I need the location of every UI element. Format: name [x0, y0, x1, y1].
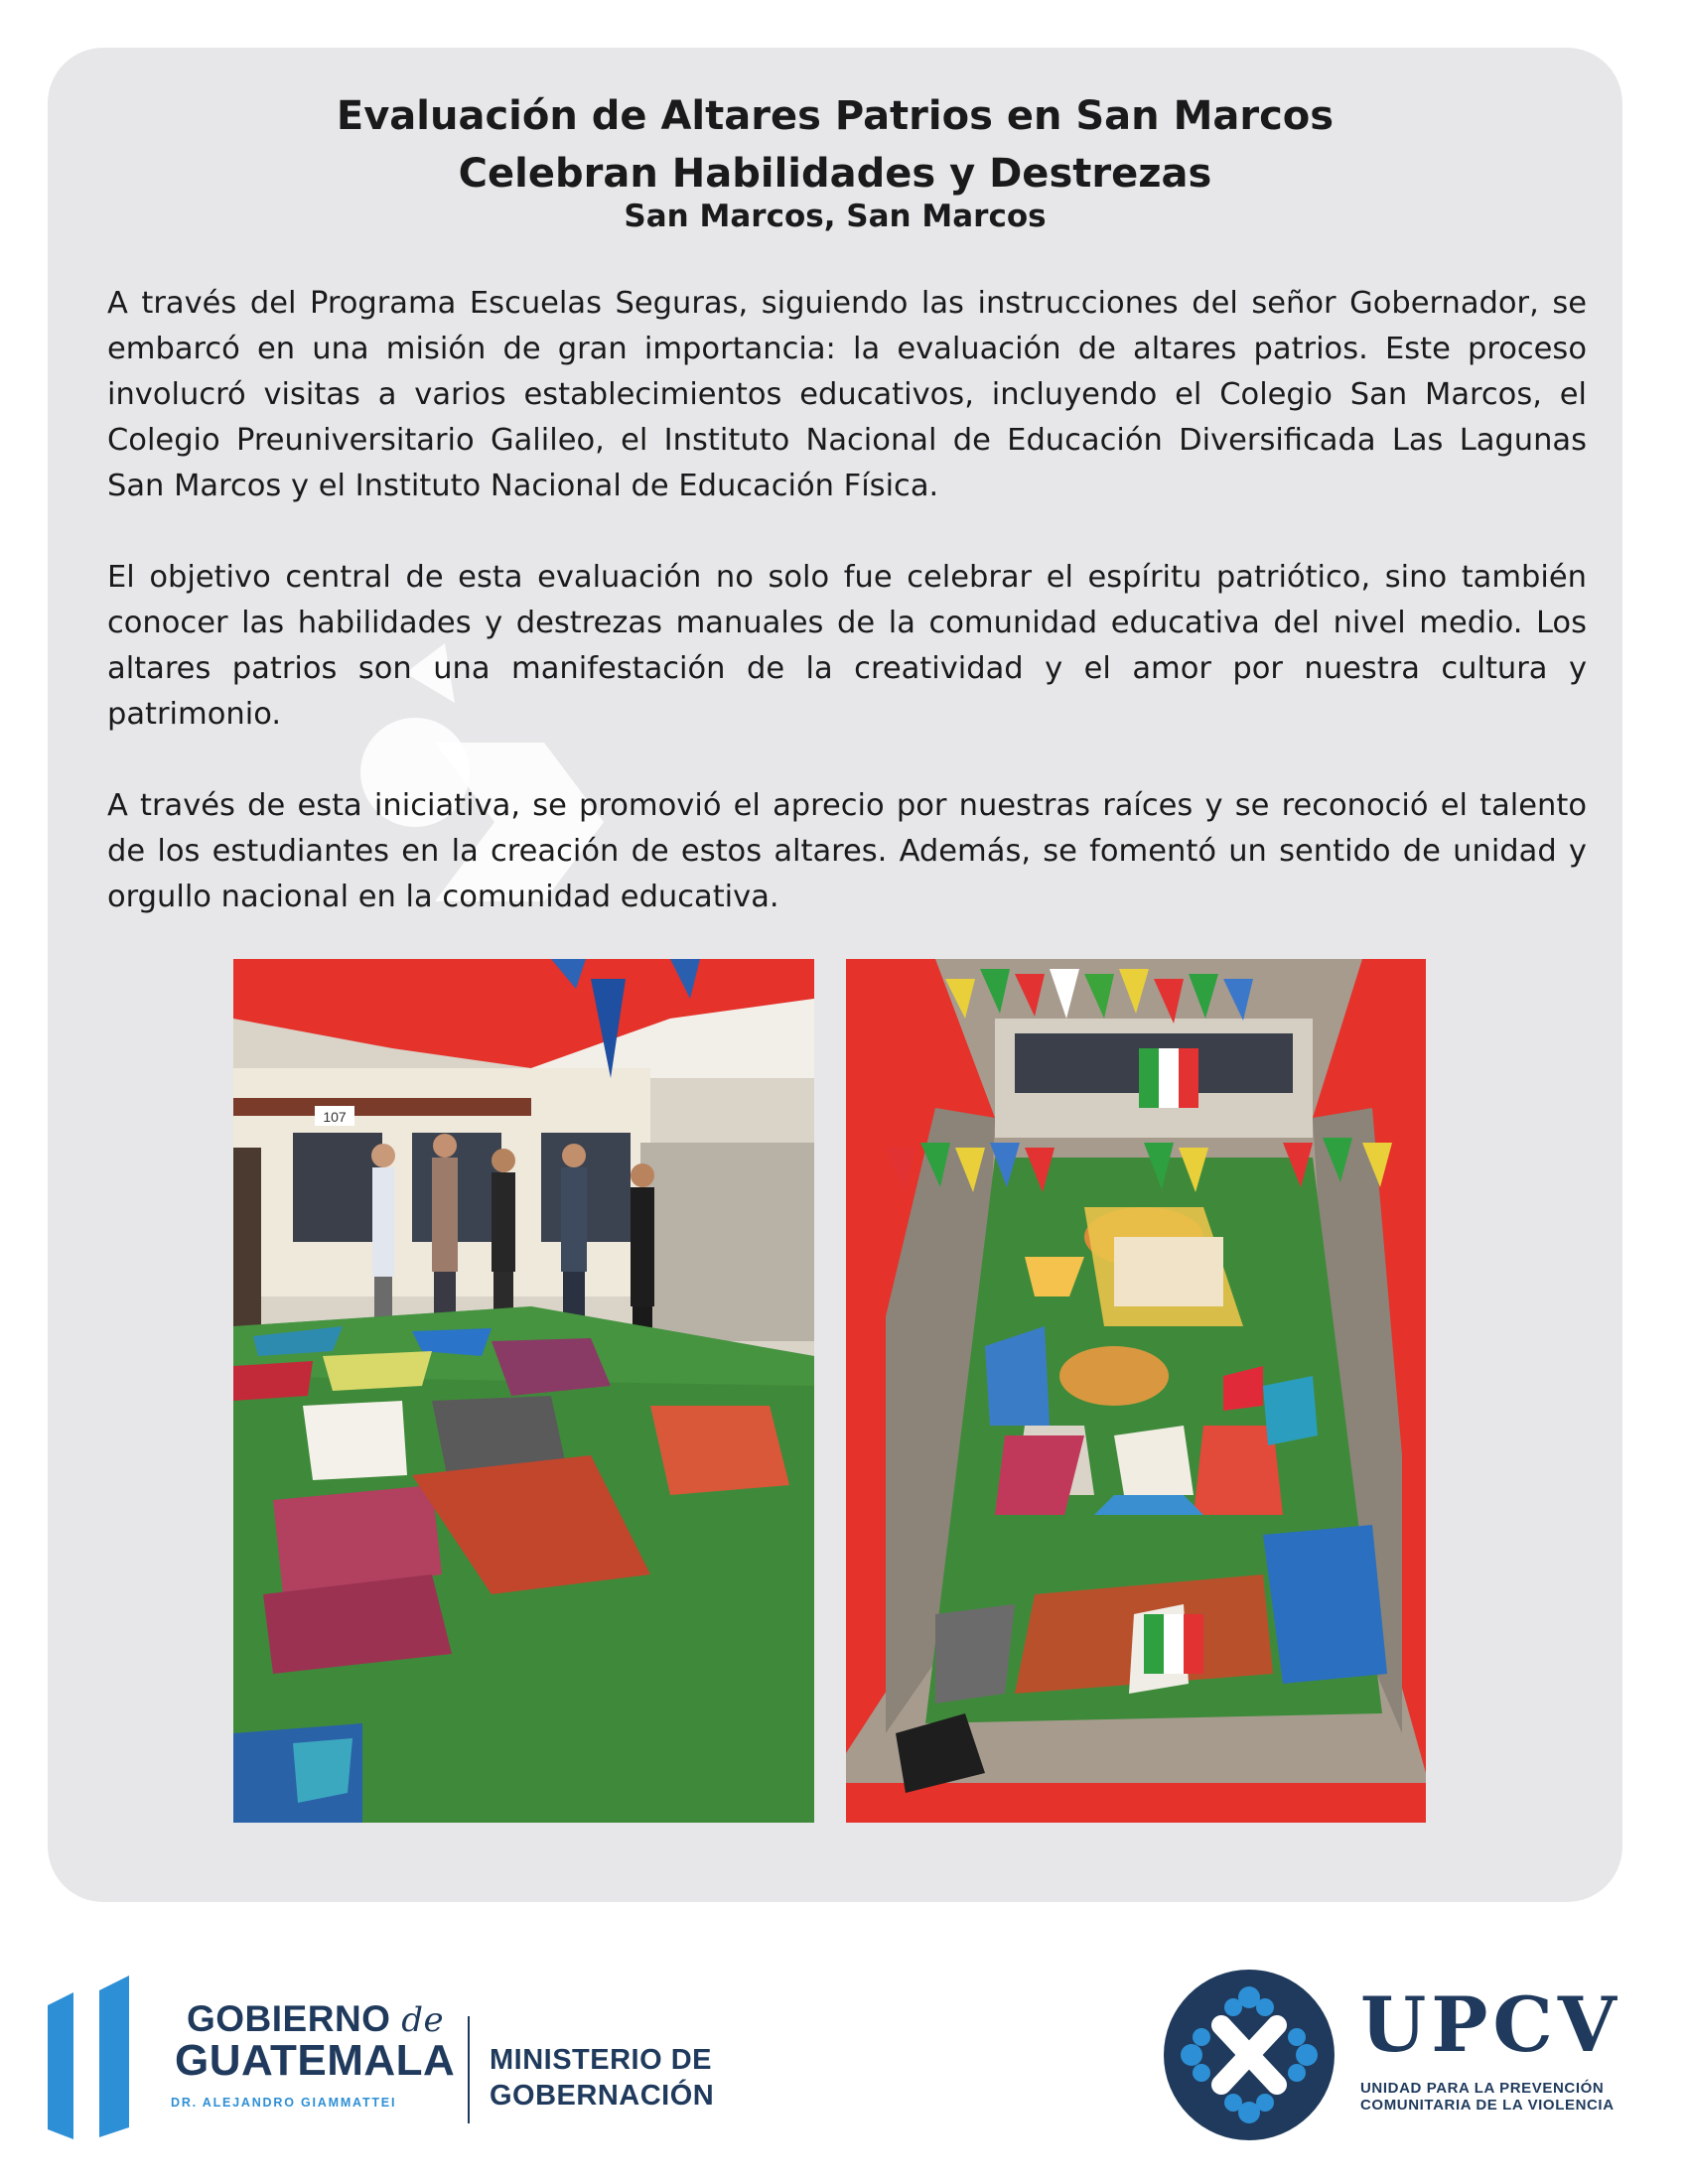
article-body — [107, 281, 1587, 920]
headline — [48, 87, 1622, 203]
gobierno-label — [187, 1998, 444, 2040]
ministry-line-2: GOBERNACIÓN — [490, 2080, 715, 2112]
article-card — [48, 48, 1622, 1902]
upcv-full-name — [1360, 2080, 1648, 2114]
gobierno-stripes-logo — [48, 1971, 157, 2144]
upcv-acronym: UPCV — [1360, 1980, 1621, 2069]
location-subtitle: San Marcos, San Marcos — [624, 199, 1047, 234]
gobierno-de: de — [401, 2000, 445, 2040]
footer-divider — [468, 2016, 470, 2123]
guatemala-label: GUATEMALA — [175, 2036, 456, 2085]
president-label: DR. ALEJANDRO GIAMMATTEI — [171, 2096, 397, 2110]
upcv-footer — [1162, 1966, 1648, 2144]
gobierno-footer — [48, 1971, 743, 2144]
paragraph-1: A través del Programa Escuelas Seguras, siguiendo las instrucciones del señor Gobernador, se embarcó en una misión de gran importancia: la evaluación de altares patrios. Este proceso involucró visitas a varios establecimientos educativos, incluyendo el Colegio San Marcos, el Colegio Preuniversitario Galileo, el Instituto Nacional de Educación Diversificada Las Lagunas San Marcos y el Instituto Nacional de Educación Física. — [107, 286, 1587, 503]
paragraph-2: El objetivo central de esta evaluación no solo fue celebrar el espíritu patriótico, sino también conocer las habilidades y destrezas manuales de la comunidad educativa del nivel medio. Los altares patrios son una manifestación de la creatividad y el amor por nuestra cultura y patrimonio. — [107, 560, 1587, 732]
title-line-1: Evaluación de Altares Patrios en San Marcos — [336, 93, 1335, 139]
altar-photo-1 — [233, 959, 814, 1823]
altar-photo-2 — [846, 959, 1426, 1823]
title-line-2: Celebran Habilidades y Destrezas — [458, 151, 1212, 197]
upcv-line-1: UNIDAD PARA LA PREVENCIÓN — [1360, 2080, 1605, 2097]
room-number: 107 — [323, 1109, 347, 1125]
ministry-line-1: MINISTERIO DE — [490, 2044, 713, 2076]
altar-photo-1-image — [233, 959, 814, 1823]
upcv-line-2: COMUNITARIA DE LA VIOLENCIA — [1360, 2097, 1615, 2114]
altar-photo-2-image — [846, 959, 1426, 1823]
upcv-emblem-icon — [1162, 1966, 1340, 2144]
ministry-label — [490, 2042, 748, 2114]
gobierno-word: GOBIERNO — [187, 1998, 391, 2039]
paragraph-3: A través de esta iniciativa, se promovió el aprecio por nuestras raíces y se reconoció el talento de los estudiantes en la creación de estos altares. Además, se fomentó un sentido de unidad y orgullo nacional en la comunidad educativa. — [107, 788, 1587, 914]
